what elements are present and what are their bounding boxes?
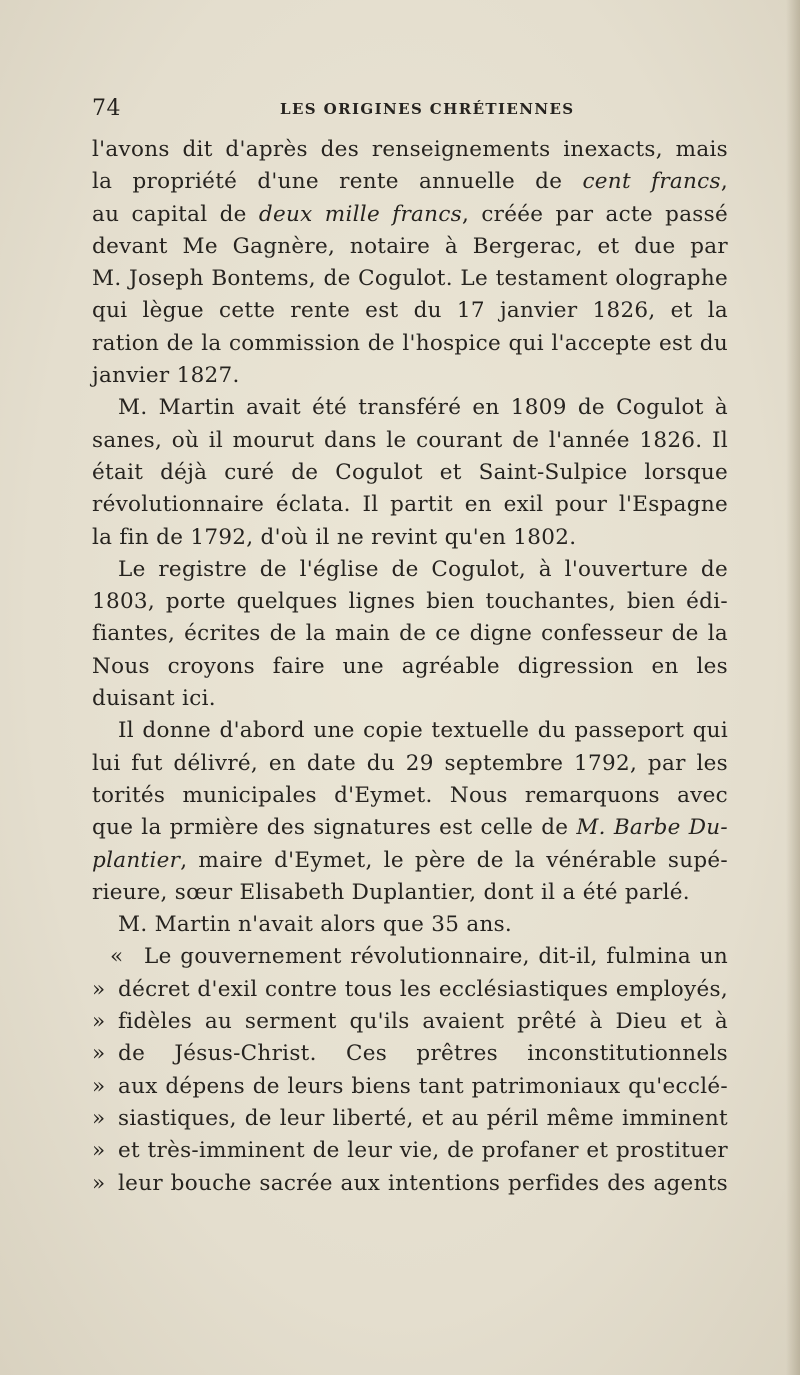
quote-text: décret d'exil contre tous les ecclésiastiques employés, xyxy=(118,976,728,1002)
text-line: 1803, porte quelques lignes bien touchantes, bien édi- xyxy=(92,589,728,615)
page-edge-shadow xyxy=(786,0,800,1375)
quote-mark: » xyxy=(92,1073,106,1099)
text-line: torités municipales d'Eymet. Nous remarquons avec xyxy=(92,782,728,808)
quote-line xyxy=(92,974,728,1006)
text-line-cent-francs xyxy=(92,166,728,198)
text-segment: que la prmière des signatures est celle de xyxy=(92,815,577,841)
text-line-deux-mille-francs xyxy=(92,199,728,231)
quote-line xyxy=(92,941,728,973)
quote-text: leur bouche sacrée aux intentions perfides des agents xyxy=(118,1170,728,1196)
text-segment: au capital de xyxy=(92,201,259,227)
text-line: duisant ici. xyxy=(92,686,216,712)
text-line: ration de la commission de l'hospice qui l'accepte est du xyxy=(92,330,728,356)
quote-text: siastiques, de leur liberté, et au péril même imminent xyxy=(118,1105,728,1131)
quote-mark: » xyxy=(92,1170,106,1196)
text-line: M. Joseph Bontems, de Cogulot. Le testament olographe xyxy=(92,266,728,292)
quote-line xyxy=(92,1103,728,1135)
quote-mark: » xyxy=(92,1105,106,1131)
paragraph-start-line: Il donne d'abord une copie textuelle du passeport qui xyxy=(118,718,728,744)
quote-text: et très-imminent de leur vie, de profaner et prostituer xyxy=(118,1138,728,1164)
text-segment: la propriété d'une rente annuelle de xyxy=(92,169,583,195)
quote-line xyxy=(92,1071,728,1103)
text-segment: , xyxy=(720,169,728,195)
text-line: rieure, sœur Elisabeth Duplantier, dont il a été parlé. xyxy=(92,879,690,905)
italic-text: plantier xyxy=(92,847,181,873)
quote-text: de Jésus-Christ. Ces prêtres inconstitutionnels xyxy=(118,1041,728,1067)
paragraph-start-line: M. Martin avait été transféré en 1809 de Cogulot à xyxy=(118,395,728,421)
italic-text: deux mille francs xyxy=(258,201,462,227)
quote-line xyxy=(92,1006,728,1038)
italic-text: M. Barbe Du- xyxy=(576,815,728,841)
italic-text: cent francs xyxy=(582,169,721,195)
text-segment: , maire d'Eymet, le père de la vénérable supé- xyxy=(180,847,728,873)
text-line: fiantes, écrites de la main de ce digne confesseur de la xyxy=(92,621,728,647)
running-title: LES ORIGINES CHRÉTIENNES xyxy=(280,100,575,118)
quote-mark: » xyxy=(92,1138,106,1164)
text-line: lui fut délivré, en date du 29 septembre 1792, par les xyxy=(92,750,728,776)
quote-text: Le gouvernement révolutionnaire, dit-il, fulmina un xyxy=(144,944,728,970)
text-line: sanes, où il mourut dans le courant de l'année 1826. Il xyxy=(92,427,728,453)
paragraph-start-line: M. Martin n'avait alors que 35 ans. xyxy=(118,912,513,938)
text-segment: , créée par acte passé xyxy=(462,201,728,227)
quote-mark: » xyxy=(92,1009,106,1035)
quote-line xyxy=(92,1168,728,1200)
text-line: l'avons dit d'après des renseignements inexacts, mais xyxy=(92,137,728,162)
text-line-barbe-duplantier xyxy=(92,812,728,844)
text-line: la fin de 1792, d'où il ne revint qu'en 1802. xyxy=(92,524,577,550)
text-line: qui lègue cette rente est du 17 janvier 1826, et la xyxy=(92,298,728,324)
quote-mark: « xyxy=(110,944,124,970)
quote-line xyxy=(92,1135,728,1167)
text-line: Nous croyons faire une agréable digression en les xyxy=(92,653,728,679)
quote-text: fidèles au serment qu'ils avaient prêté à Dieu et à xyxy=(118,1009,728,1035)
quote-mark: » xyxy=(92,1041,106,1067)
text-line: était déjà curé de Cogulot et Saint-Sulpice lorsque xyxy=(92,459,728,485)
quote-mark: » xyxy=(92,976,106,1002)
body-text xyxy=(92,134,728,1200)
text-line: révolutionnaire éclata. Il partit en exil pour l'Espagne xyxy=(92,492,728,518)
quote-text: aux dépens de leurs biens tant patrimoniaux qu'ecclé- xyxy=(118,1073,728,1099)
text-line: devant Me Gagnère, notaire à Bergerac, et due par xyxy=(92,233,728,259)
text-line: janvier 1827. xyxy=(92,363,240,389)
text-line-plantier xyxy=(92,845,728,877)
page-number: 74 xyxy=(92,96,121,121)
quote-line xyxy=(92,1038,728,1070)
paragraph-start-line: Le registre de l'église de Cogulot, à l'ouverture de xyxy=(118,556,728,582)
page-header xyxy=(92,96,737,126)
